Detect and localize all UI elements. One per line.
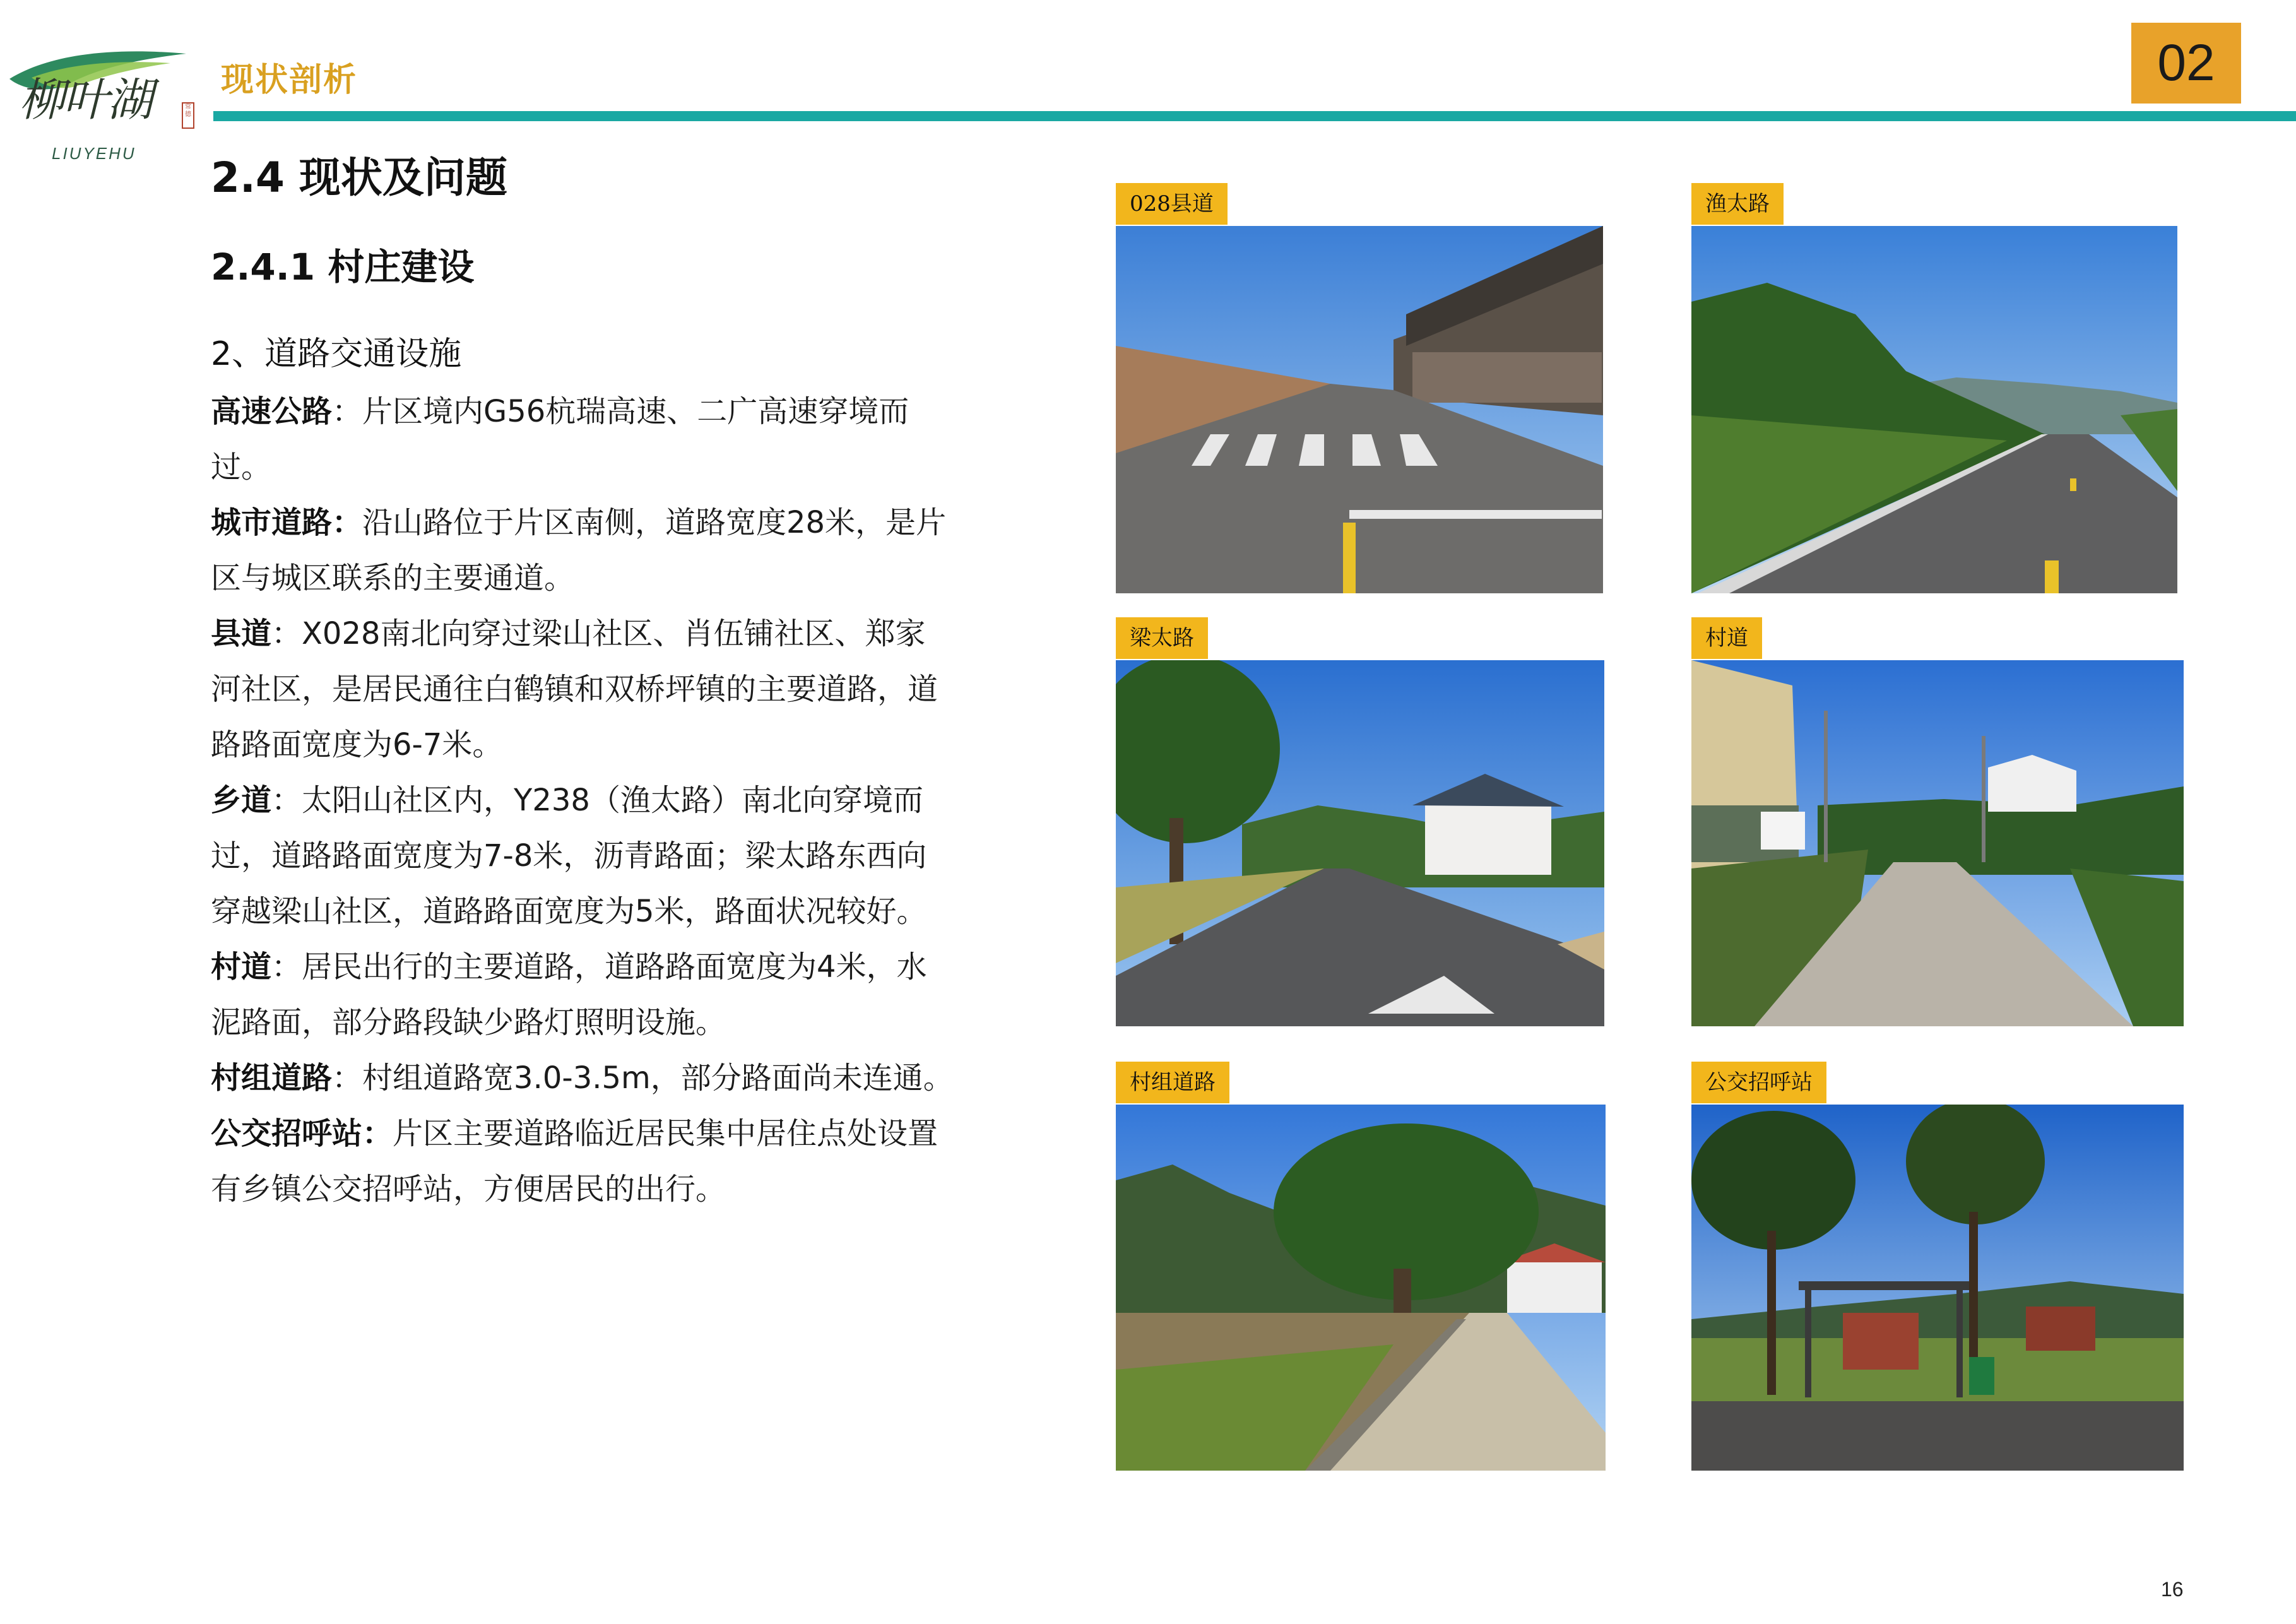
term-label: 城市道路： [211,505,363,540]
section-label: 现状剖析 [221,61,358,99]
term-label: 公交招呼站： [211,1116,393,1151]
paragraph-group-road [211,1050,956,1106]
term-label: 乡道 [211,783,272,818]
paragraph-text: 村组道路宽3.0-3.5m，部分路面尚未连通。 [362,1060,954,1096]
paragraph-text: 片区主要道路临近居民集中居住点处设置有乡镇公交招呼站，方便居民的出行。 [211,1116,938,1207]
paragraph-expressway [211,384,956,495]
heading-subsection: 2.4.1 村庄建设 [211,246,475,288]
photo-county-road [1116,226,1603,593]
photo-village-road [1691,660,2184,1026]
photo-label-village-road: 村道 [1691,617,1762,659]
photo-liangtai-road [1116,660,1604,1026]
paragraph-text: 居民出行的主要道路，道路路面宽度为4米，水泥路面，部分路段缺少路灯照明设施。 [211,949,927,1040]
term-label: 村组道路 [211,1060,333,1096]
paragraph-village-road [211,939,956,1050]
paragraph-text: X028南北向穿过梁山社区、肖伍铺社区、郑家河社区，是居民通往白鹤镇和双桥坪镇的主要道路，道路路面宽度为6-7米。 [211,616,938,762]
logo-subtitle: LIUYEHU [52,144,136,163]
logo-seal: 常德 [182,102,194,129]
term-separator: ： [271,949,302,985]
heading-section: 2.4 现状及问题 [211,153,507,202]
page-number: 16 [2161,1578,2184,1601]
header-divider [213,111,2296,121]
term-label: 县道 [211,616,272,651]
photo-label-county-road: 028县道 [1116,183,1228,225]
logo-brand-text: 柳叶湖 [19,73,152,126]
paragraph-township-road [211,773,956,939]
photo-label-yutai-road: 渔太路 [1691,183,1784,225]
photo-bus-stop [1691,1105,2184,1471]
photo-label-bus-stop: 公交招呼站 [1691,1062,1826,1103]
chapter-badge: 02 [2131,23,2241,104]
term-separator: ： [332,1060,363,1096]
paragraph-urban-road [211,495,956,606]
term-label: 高速公路 [211,394,333,429]
paragraph-text: 太阳山社区内，Y238（渔太路）南北向穿境而过，道路路面宽度为7-8米，沥青路面；梁太路东西向穿越梁山社区，道路路面宽度为5米，路面状况较好。 [211,783,927,929]
term-separator: ： [271,616,302,651]
paragraph-text: 沿山路位于片区南侧，道路宽度28米，是片区与城区联系的主要通道。 [211,505,947,596]
photo-label-group-road: 村组道路 [1116,1062,1229,1103]
photo-label-liangtai-road: 梁太路 [1116,617,1208,659]
paragraph-text: 片区境内G56杭瑞高速、二广高速穿境而过。 [211,394,909,485]
heading-topic: 2、道路交通设施 [211,335,462,373]
paragraph-county-road [211,606,956,773]
road-description-list [211,384,956,1217]
paragraph-bus-stop [211,1106,956,1217]
term-label: 村道 [211,949,272,985]
photo-yutai-road [1691,226,2177,593]
term-separator: ： [332,394,363,429]
term-separator: ： [271,783,302,818]
photo-group-road [1116,1105,1606,1471]
